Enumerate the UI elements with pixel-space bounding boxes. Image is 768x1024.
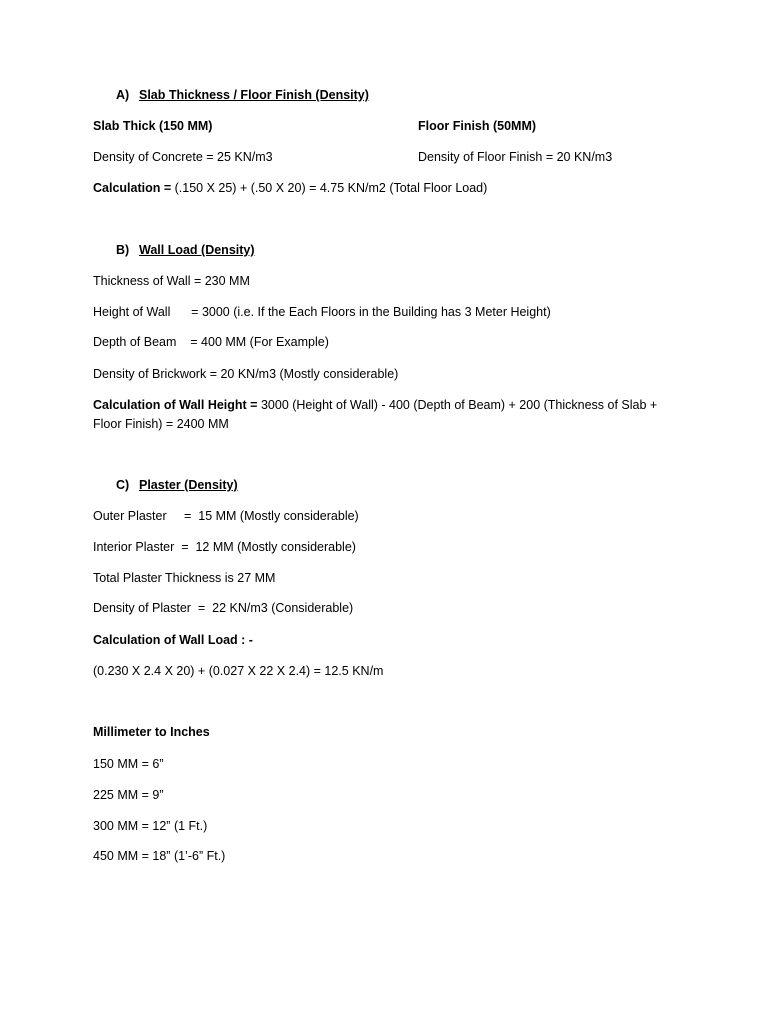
section-b-letter: B): [116, 243, 130, 257]
beam-depth: Depth of Beam = 400 MM (For Example): [93, 335, 329, 349]
concrete-density: Density of Concrete = 25 KN/m3: [93, 150, 273, 164]
total-plaster-thickness: Total Plaster Thickness is 27 MM: [93, 571, 276, 585]
conversion-item: 225 MM = 9”: [93, 788, 164, 802]
brickwork-density: Density of Brickwork = 20 KN/m3 (Mostly considerable): [93, 367, 399, 381]
interior-plaster: Interior Plaster = 12 MM (Mostly considerable): [93, 540, 356, 554]
wall-load-calc-value: (0.230 X 2.4 X 20) + (0.027 X 22 X 2.4) = 12.5 KN/m: [93, 664, 384, 678]
conversion-item: 150 MM = 6”: [93, 757, 164, 771]
floor-calc-value: (.150 X 25) + (.50 X 20) = 4.75 KN/m2 (Total Floor Load): [171, 181, 488, 195]
section-c-letter: C): [116, 478, 130, 492]
section-b-title: Wall Load (Density): [139, 243, 255, 257]
floor-load-calculation: [93, 182, 487, 195]
wall-height: Height of Wall = 3000 (i.e. If the Each Floors in the Building has 3 Meter Height): [93, 305, 551, 319]
wall-thickness: Thickness of Wall = 230 MM: [93, 274, 250, 288]
floor-calc-label: Calculation =: [93, 181, 172, 195]
outer-plaster: Outer Plaster = 15 MM (Mostly considerable): [93, 509, 359, 523]
section-c-heading: [116, 479, 238, 492]
conversion-item: 300 MM = 12” (1 Ft.): [93, 819, 208, 833]
wall-height-calc-label: Calculation of Wall Height =: [93, 398, 258, 412]
plaster-density: Density of Plaster = 22 KN/m3 (Considerable): [93, 601, 354, 615]
section-a-letter: A): [116, 88, 130, 102]
floor-finish-label: Floor Finish (50MM): [418, 119, 537, 133]
floor-finish-density: Density of Floor Finish = 20 KN/m3: [418, 150, 613, 164]
section-a-title: Slab Thickness / Floor Finish (Density): [139, 88, 369, 102]
section-c-title: Plaster (Density): [139, 478, 238, 492]
conversion-title: Millimeter to Inches: [93, 725, 210, 739]
wall-height-calculation: [93, 396, 678, 433]
section-a-heading: [116, 89, 369, 102]
slab-thick-label: Slab Thick (150 MM): [93, 119, 213, 133]
wall-height-calc-value: 3000 (Height of Wall) - 400 (Depth of Beam) + 200 (Thickness of Slab + Floor Finish) = 2400 MM: [93, 398, 658, 431]
wall-load-calc-label: Calculation of Wall Load : -: [93, 633, 253, 647]
conversion-item: 450 MM = 18” (1’-6” Ft.): [93, 849, 226, 863]
section-b-heading: [116, 244, 255, 257]
